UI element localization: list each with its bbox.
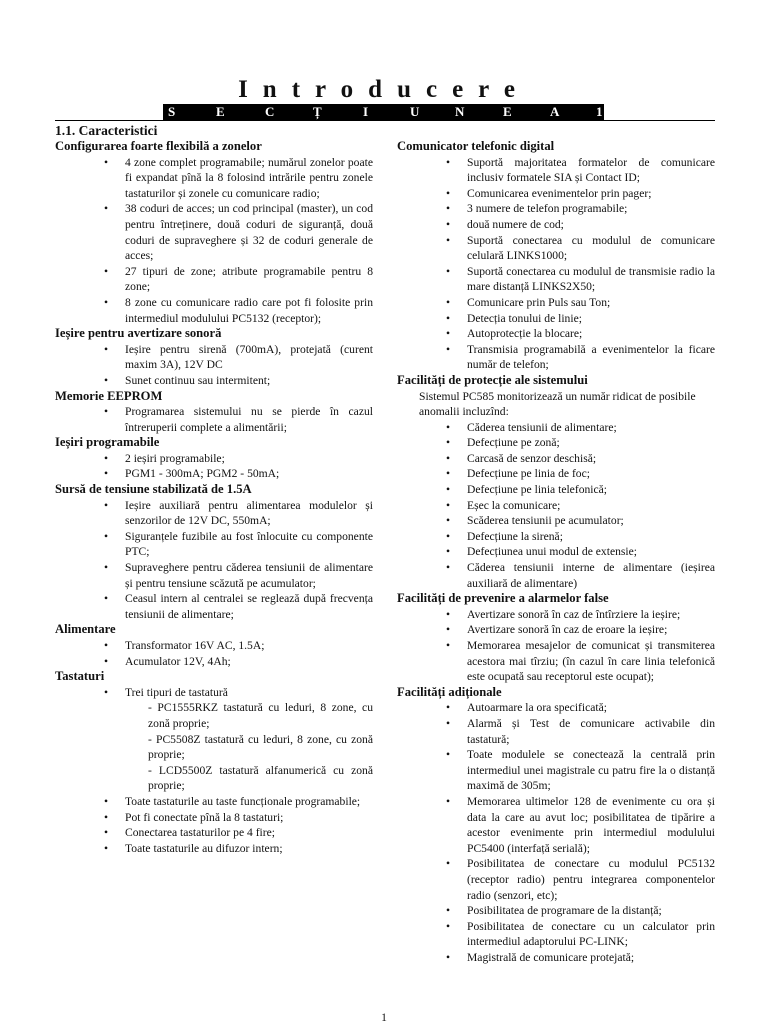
section-letter: E	[216, 104, 225, 119]
list-item-text: Trei tipuri de tastatură	[125, 685, 228, 699]
list-item: • Memorarea mesajelor de comunicat și transmiterea acestora mai tîrziu; (în cazul în care linia telefonică este ocupată sau receptorul este ocupat);	[467, 638, 715, 685]
list-item	[125, 685, 373, 794]
list-item: • Transmisia programabilă a evenimentelor la ficare număr de telefon;	[467, 342, 715, 373]
bullet-list	[55, 638, 373, 669]
list-item: • Eșec la comunicare;	[467, 498, 715, 514]
list-item: • Memorarea ultimelor 128 de evenimente cu ora și data la care au avut loc; posibilitatea de tipărire a acestor evenimente prin intermediul modulului PC5400 (interfață serială);	[467, 794, 715, 856]
section-letter: I	[363, 104, 369, 119]
list-item: • Suportă conectarea cu modulul de transmisie radio la mare distanță LINKS2X50;	[467, 264, 715, 295]
list-item: • Toate tastaturile au difuzor intern;	[125, 841, 373, 857]
list-item: • Supraveghere pentru căderea tensiunii de alimentare și pentru tensiune scăzută pe acumulator;	[125, 560, 373, 591]
list-item: • Carcasă de senzor deschisă;	[467, 451, 715, 467]
list-item: • 8 zone cu comunicare radio care pot fi folosite prin intermediul modulului PC5132 (receptor);	[125, 295, 373, 326]
keypad-model-text: - LCD5500Z tastatură alfanumerică cu zonă proprie;	[148, 763, 373, 793]
list-item: • 38 coduri de acces; un cod principal (master), un cod pentru întreținere, două coduri de siguranță, două coduri de supraveghere și 32 de coduri generale de acces;	[125, 201, 373, 263]
list-item: • Acumulator 12V, 4Ah;	[125, 654, 373, 670]
bullet-list	[397, 420, 715, 592]
list-item: • Conectarea tastaturilor pe 4 fire;	[125, 825, 373, 841]
group-title: Tastaturi	[55, 669, 105, 684]
list-item: • două numere de cod;	[467, 217, 715, 233]
list-item: • 4 zone complet programabile; numărul zonelor poate fi expandat pînă la 8 folosind intrările pentru zonele tastaturilor și zonele cu comunicare radio;	[125, 155, 373, 202]
group-title: Memorie EEPROM	[55, 388, 163, 403]
list-item: • PGM1 - 300mA; PGM2 - 50mA;	[125, 466, 373, 482]
list-item: • 27 tipuri de zone; atribute programabile pentru 8 zone;	[125, 264, 373, 295]
group-title: Comunicator telefonic digital	[397, 139, 555, 153]
left-column	[55, 123, 373, 856]
list-item: • Defecțiune pe linia de foc;	[467, 466, 715, 482]
group-title: Ieșiri programabile	[55, 435, 160, 450]
list-item: • Detecția tonului de linie;	[467, 311, 715, 327]
page-number: 1	[381, 1011, 387, 1024]
group-title: Alimentare	[55, 622, 116, 637]
bullet-list	[55, 404, 373, 435]
keypad-model-line	[125, 700, 373, 731]
page-title: Introducere	[238, 76, 530, 103]
group-title: Facilități de protecție ale sistemului	[397, 372, 588, 387]
group-title: Ieșire pentru avertizare sonoră	[55, 326, 222, 341]
list-item: • Avertizare sonoră în caz de eroare la ieșire;	[467, 622, 715, 638]
section-letter: N	[455, 104, 465, 119]
keypad-model-text: - PC5508Z tastatură cu leduri, 8 zone, cu zonă proprie;	[148, 732, 373, 762]
group-title: Sursă de tensiune stabilizată de 1.5A	[55, 482, 252, 497]
list-item: • Defecțiune la sirenă;	[467, 529, 715, 545]
list-item: • Posibilitatea de conectare cu un calculator prin intermediul adaptorului PC-LINK;	[467, 919, 715, 950]
keypad-model-text: - PC1555RKZ tastatură cu leduri, 8 zone, cu zonă proprie;	[148, 701, 373, 730]
list-item: • Defecțiune pe zonă;	[467, 435, 715, 451]
section-letter: 1	[596, 104, 603, 119]
list-item: • Defecțiune pe linia telefonică;	[467, 482, 715, 498]
bullet-list	[397, 607, 715, 685]
list-item: • Toate tastaturile au taste funcționale programabile;	[125, 794, 373, 810]
list-item: • Toate modulele se conectează la centrală prin intermediul unei magistrale cu patru fire la o distanță maximă de 305m;	[467, 747, 715, 794]
list-item: • Suportă conectarea cu modulul de comunicare celulară LINKS1000;	[467, 233, 715, 264]
section-letter: A	[550, 104, 560, 119]
section-letter: E	[503, 104, 512, 119]
list-item: • Scăderea tensiunii pe acumulator;	[467, 513, 715, 529]
list-item: • 2 ieșiri programabile;	[125, 451, 373, 467]
list-item: • Programarea sistemului nu se pierde în cazul întreruperii complete a alimentării;	[125, 404, 373, 435]
bullet-list	[55, 685, 373, 857]
keypad-model-line	[125, 732, 373, 763]
list-item: • Comunicare prin Puls sau Ton;	[467, 295, 715, 311]
list-item: • Siguranțele fuzibile au fost înlocuite cu componente PTC;	[125, 529, 373, 560]
bullet-list	[55, 498, 373, 623]
list-item: • Comunicarea evenimentelor prin pager;	[467, 186, 715, 202]
group-title: Facilități adiționale	[397, 684, 502, 699]
list-item: • Magistrală de comunicare protejată;	[467, 950, 715, 966]
list-item: • Suportă majoritatea formatelor de comunicare inclusiv formatele SIA și Contact ID;	[467, 155, 715, 186]
list-item: • Posibilitatea de programare de la distanță;	[467, 903, 715, 919]
list-item: • Ieșire pentru sirenă (700mA), protejată (curent maxim 3A), 12V DC	[125, 342, 373, 373]
list-item: • Posibilitatea de conectare cu modulul PC5132 (receptor radio) pentru integrarea componentelor radio (senzori, etc);	[467, 856, 715, 903]
bullet-list	[397, 155, 715, 373]
list-item: • Avertizare sonoră în caz de întîrziere la ieșire;	[467, 607, 715, 623]
bullet-list	[397, 700, 715, 965]
right-column	[397, 139, 715, 965]
list-item: • Ieșire auxiliară pentru alimentarea modulelor și senzorilor de 12V DC, 550mA;	[125, 498, 373, 529]
list-item: • Căderea tensiunii de alimentare;	[467, 420, 715, 436]
group-title: Configurarea foarte flexibilă a zonelor	[55, 139, 262, 153]
list-item: • Alarmă și Test de comunicare activabile din tastatură;	[467, 716, 715, 747]
list-item: • Autoprotecție la blocare;	[467, 326, 715, 342]
section-letter: Ț	[313, 104, 322, 119]
section-heading: 1.1. Caracteristici	[55, 123, 158, 138]
bullet-list	[55, 342, 373, 389]
section-letter: U	[410, 104, 420, 119]
keypad-model-line	[125, 763, 373, 794]
group-intro: Sistemul PC585 monitorizează un număr ridicat de posibile anomalii incluzînd:	[419, 389, 696, 419]
list-item: • Pot fi conectate pînă la 8 tastaturi;	[125, 810, 373, 826]
list-item: • Căderea tensiunii interne de alimentare (ieșirea auxiliară de alimentare)	[467, 560, 715, 591]
section-rule	[55, 120, 715, 121]
section-banner	[163, 104, 604, 120]
list-item: • Ceasul intern al centralei se reglează după frecvența tensiunii de alimentare;	[125, 591, 373, 622]
bullet-list	[55, 155, 373, 327]
bullet-list	[55, 451, 373, 482]
group-title: Facilități de prevenire a alarmelor false	[397, 591, 609, 606]
list-item: • Autoarmare la ora specificată;	[467, 700, 715, 716]
list-item: • Defecțiunea unui modul de extensie;	[467, 544, 715, 560]
section-letter: C	[265, 104, 275, 119]
section-letter: S	[168, 104, 176, 119]
list-item: • Sunet continuu sau intermitent;	[125, 373, 373, 389]
list-item: • Transformator 16V AC, 1.5A;	[125, 638, 373, 654]
list-item: • 3 numere de telefon programabile;	[467, 201, 715, 217]
